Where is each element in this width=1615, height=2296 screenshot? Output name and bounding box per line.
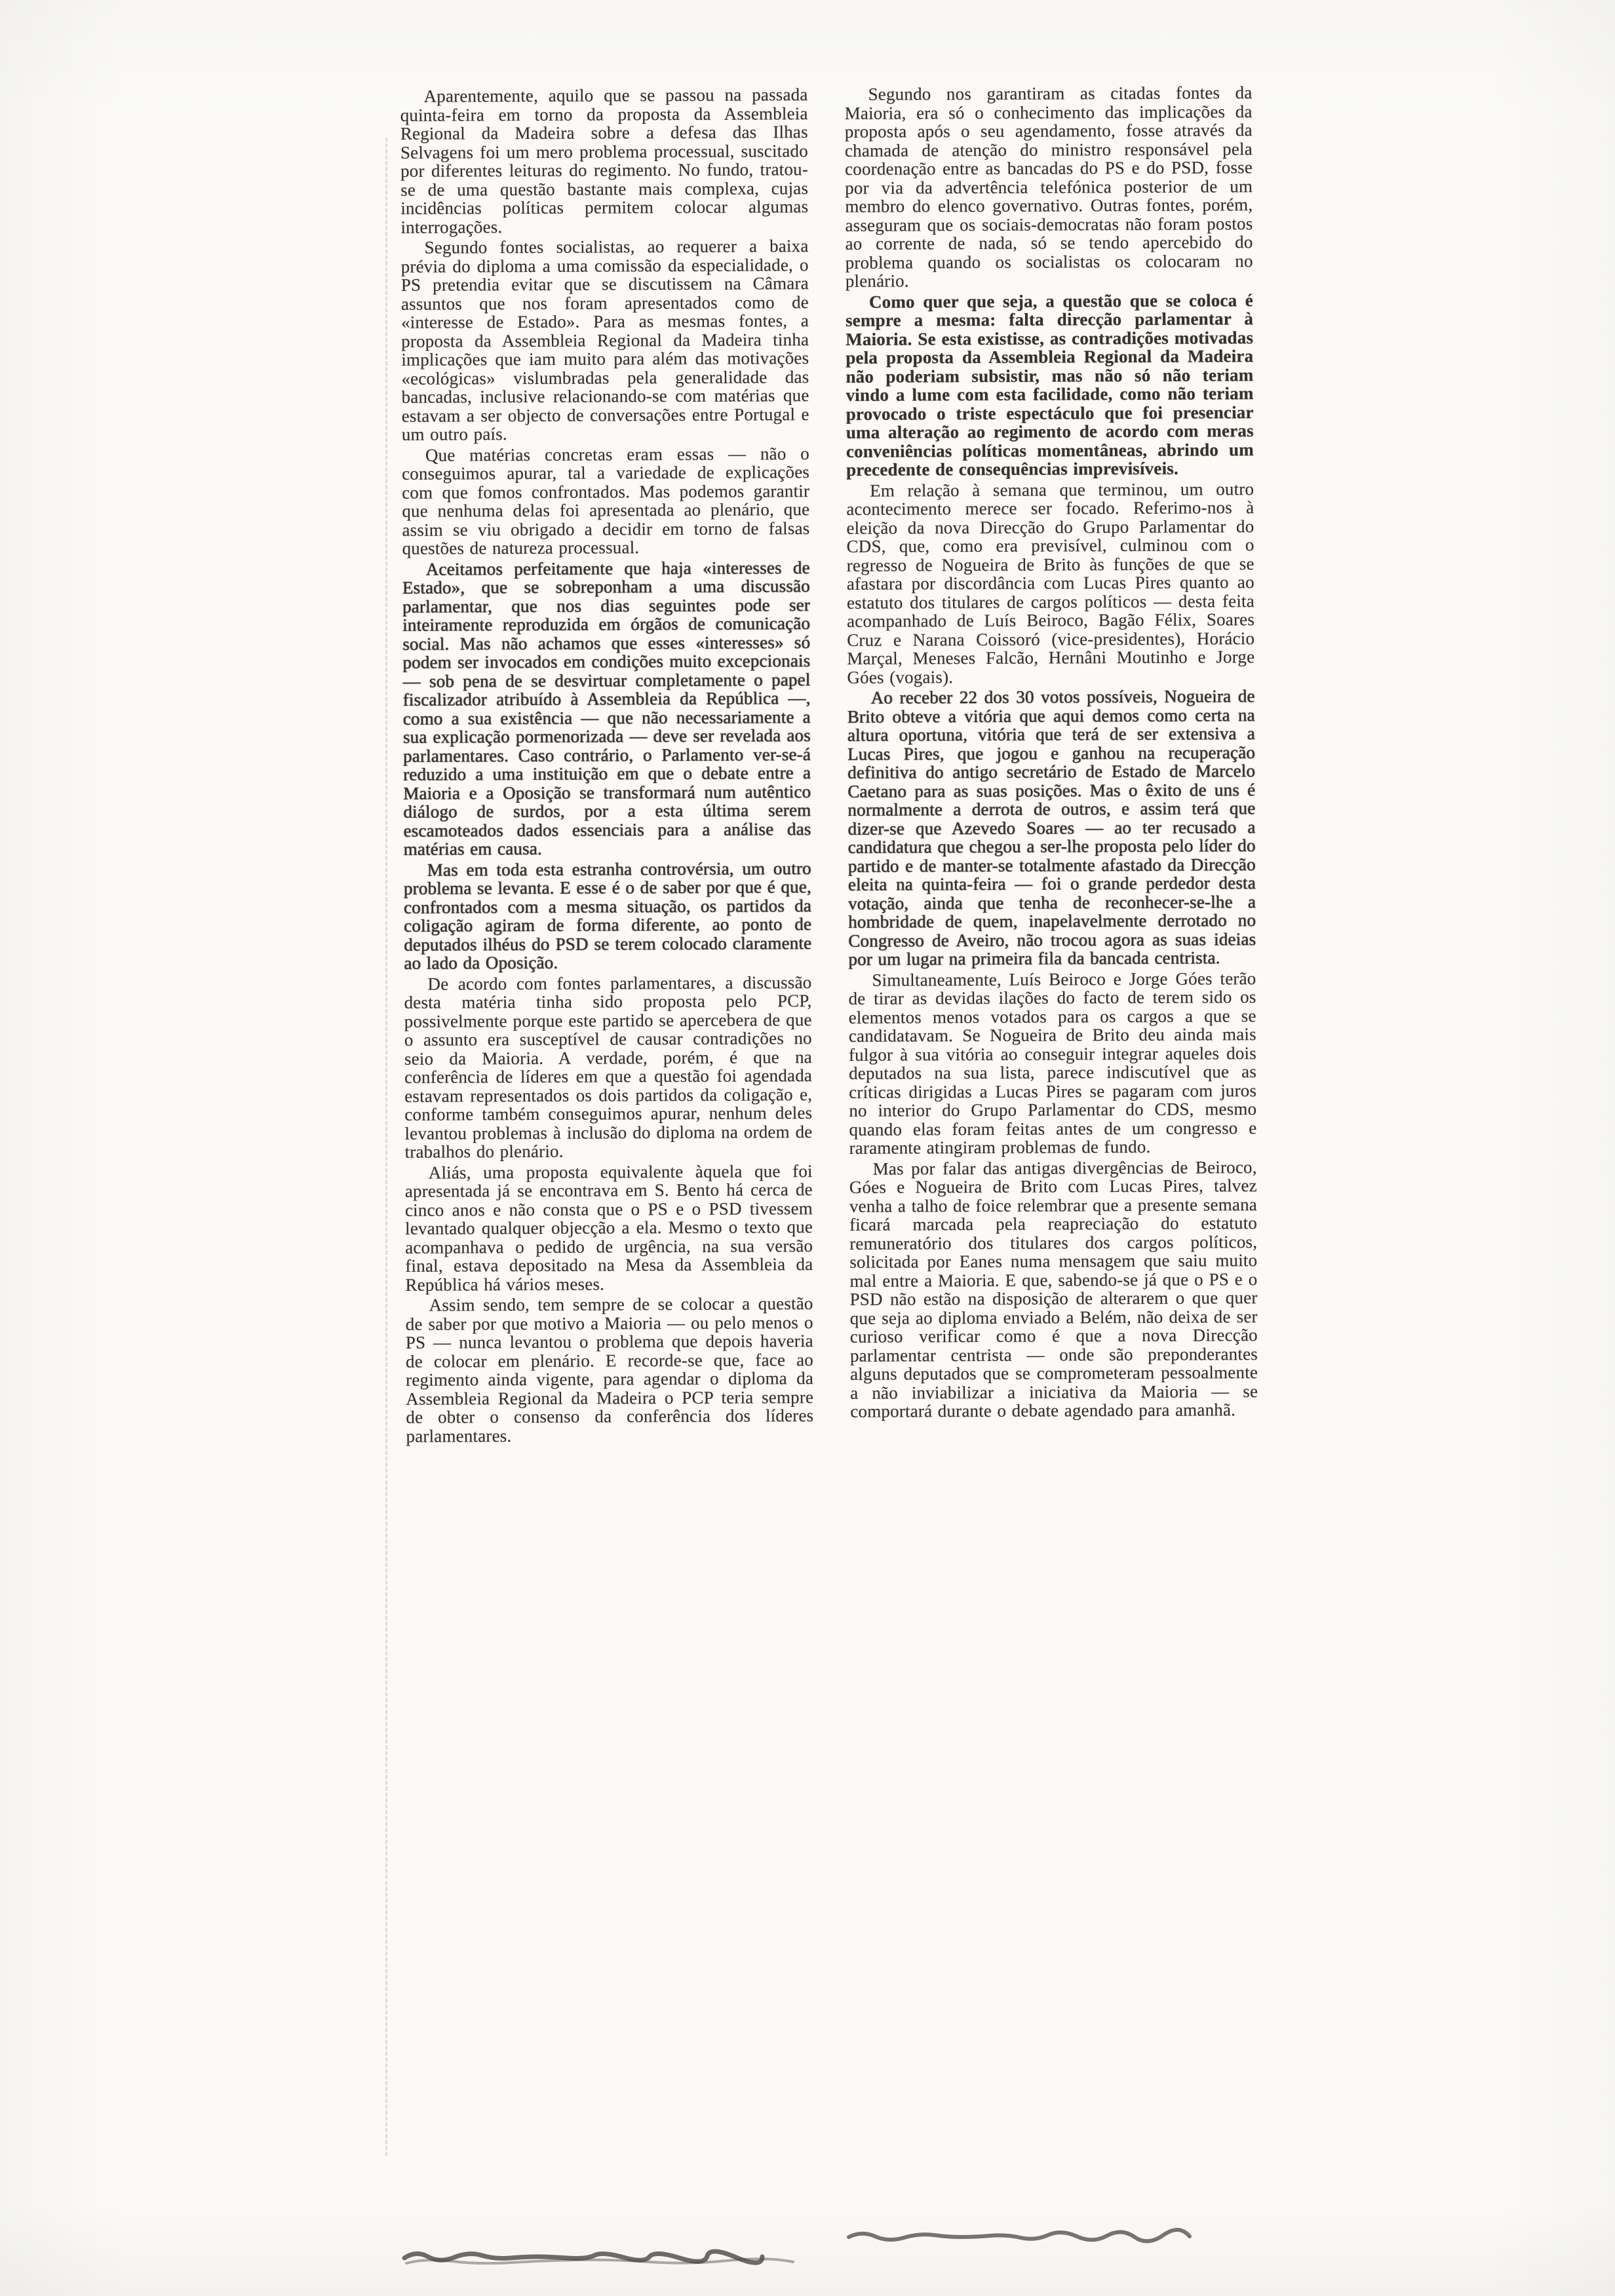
article-paragraph: Segundo nos garantiram as citadas fontes da Maioria, era só o conhecimento das implicações da proposta após o seu agendamento, fosse através da chamada de atenção do ministro responsável pela coordenação entre as bancadas do PS e do PSD, fosse por via da advertência telefónica posterior de um membro do elenco governativo. Outras fontes, porém, asseguram que os sociais-democratas não foram postos ao corrente de nada, só se tendo apercebido do problema quando os socialistas os colocaram no plenário. [844, 83, 1253, 291]
article-paragraph: Assim sendo, tem sempre de se colocar a questão de saber por que motivo a Maioria — ou pelo menos o PS — nunca levantou o problema que depois haveria de colocar em plenário. E recorde-se que, face ao regimento ainda vigente, para agendar o diploma da Assembleia Regional da Madeira o PCP teria sempre de obter o consenso da conferência dos líderes parlamentares. [405, 1293, 814, 1446]
article-body [400, 83, 1258, 1447]
article-paragraph: Aceitamos perfeitamente que haja «interesses de Estado», que se sobreponham a uma discussão parlamentar, que nos dias seguintes pode ser inteiramente reproduzida em órgãos de comunicação social. Mas não achamos que esses «interesses» só podem ser invocados em condições muito excepcionais — sob pena de se desvirtuar completamente o papel fiscalizador atribuído à Assembleia da República —, como a sua existência — que não necessariamente a sua explicação pormenorizada — deve ser revelada aos parlamentares. Caso contrário, o Parlamento ver-se-á reduzido a uma instituição em que o debate entre a Maioria e a Oposição se transformará num autêntico diálogo de surdos, por a esta última serem escamoteados dados essenciais para a análise das matérias em causa. [402, 557, 811, 859]
article-paragraph: Como quer que seja, a questão que se coloca é sempre a mesma: falta direcção parlamentar à Maioria. Se esta existisse, as contradições motivadas pela proposta da Assembleia Regional da Madeira não poderiam subsistir, mas não só não teriam vindo a lume com esta facilidade, como não teriam provocado o triste espectáculo que foi presenciar uma alteração ao regimento de acordo com meras conveniências políticas momentâneas, abrindo um precedente de consequências imprevisíveis. [845, 290, 1254, 480]
article-paragraph: Simultaneamente, Luís Beiroco e Jorge Góes terão de tirar as devidas ilações do facto de terem sido os elementos menos votados para os cargos a que se candidatavam. Se Nogueira de Brito deu ainda mais fulgor à sua vitória ao conseguir integrar aqueles dois deputados na sua lista, parece indiscutível que as críticas dirigidas a Lucas Pires se pagaram com juros no interior do Grupo Parlamentar do CDS, mesmo quando elas foram feitas antes de um congresso e raramente atingiram problemas de fundo. [848, 968, 1257, 1158]
scan-margin-marks [385, 138, 387, 2156]
article-paragraph: De acordo com fontes parlamentares, a discussão desta matéria tinha sido proposta pelo PCP, possivelmente porque este partido se apercebera de que o assunto era susceptível de causar contradições no seio da Maioria. A verdade, porém, é que na conferência de líderes em que a questão foi agendada estavam representados os dois partidos da coligação e, conforme também conseguimos apurar, nenhum deles levantou problemas à inclusão do diploma na ordem de trabalhos do plenário. [404, 972, 813, 1162]
article-column-right [844, 83, 1258, 1445]
article-paragraph: Ao receber 22 dos 30 votos possíveis, Nogueira de Brito obteve a vitória que aqui demos como certa na altura oportuna, vitória que terá de ser extensiva a Lucas Pires, que jogou e ganhou na recuperação definitiva do antigo secretário de Estado de Marcelo Caetano para as suas posições. Mas o êxito de uns é normalmente a derrota de outros, e assim terá que dizer-se que Azevedo Soares — ao ter recusado a candidatura que chegou a ser-lhe proposta pelo líder do partido e de manter-se totalmente afastado da Direcção eleita na quinta-feira — foi o grande perdedor desta votação, ainda que tenha de reconhecer-se-lhe a hombridade de quem, inapelavelmente derrotado no Congresso de Aveiro, não trocou agora as suas ideias por um lugar na primeira fila da bancada centrista. [847, 686, 1256, 969]
article-paragraph: Segundo fontes socialistas, ao requerer a baixa prévia do diploma a uma comissão da especialidade, o PS pretendia evitar que se discutissem na Câmara assuntos que nos foram apresentados como de «interesse de Estado». Para as mesmas fontes, a proposta da Assembleia Regional da Madeira tinha implicações que iam muito para além das motivações «ecológicas» vislumbradas pela generalidade das bancadas, inclusive relacionando-se com matérias que estavam a ser objecto de conversações entre Portugal e um outro país. [400, 236, 809, 444]
article-paragraph: Mas em toda esta estranha controvérsia, um outro problema se levanta. E esse é o de saber por que é que, confrontados com a mesma situação, os partidos da coligação agiram de forma diferente, ao ponto de deputados ilhéus do PSD se terem colocado claramente ao lado da Oposição. [403, 858, 812, 973]
article-paragraph: Aliás, uma proposta equivalente àquela que foi apresentada já se encontrava em S. Bento há cerca de cinco anos e não consta que o PS e o PSD tivessem levantado qualquer objecção a ela. Mesmo o texto que acompanhava o pedido de urgência, na sua versão final, estava depositado na Mesa da Assembleia da República há vários meses. [404, 1160, 813, 1295]
article-paragraph: Que matérias concretas eram essas — não o conseguimos apurar, tal a variedade de explicações com que fomos confrontados. Mas podemos garantir que nenhuma delas foi apresentada ao plenário, que assim se viu obrigado a decidir em torno de falsas questões de natureza processual. [401, 443, 810, 558]
article-paragraph: Em relação à semana que terminou, um outro acontecimento merece ser focado. Referimo-nos à eleição da nova Direcção do Grupo Parlamentar do CDS, que, como era previsível, culminou com o regresso de Nogueira de Brito às funções de que se afastara por discordância com Lucas Pires quanto ao estatuto dos titulares de cargos políticos — desta feita acompanhado de Luís Beiroco, Bagão Félix, Soares Cruz e Narana Coissoró (vice-presidentes), Horácio Marçal, Meneses Falcão, Hernâni Moutinho e Jorge Góes (vogais). [846, 478, 1255, 687]
article-paragraph: Mas por falar das antigas divergências de Beiroco, Góes e Nogueira de Brito com Lucas Pires, talvez venha a talho de foice relembrar que a presente semana ficará marcada pela reapreciação do estatuto remuneratório dos titulares dos cargos políticos, solicitada por Eanes numa mensagem que saiu muito mal entre a Maioria. E que, sabendo-se já que o PS e o PSD não estão na disposição de alterarem o que quer que seja ao diploma enviado a Belém, não deixa de ser curioso verificar como é que a nova Direcção parlamentar centrista — onde são preponderantes alguns deputados que se comprometeram pessoalmente a não inviabilizar a iniciativa da Maioria — se comportará durante o debate agendado para amanhã. [849, 1157, 1258, 1421]
article-column-left [400, 85, 813, 1447]
article-paragraph: Aparentemente, aquilo que se passou na passada quinta-feira em torno da proposta da Assembleia Regional da Madeira sobre a defesa das Ilhas Selvagens foi um mero problema processual, suscitado por diferentes leituras do regimento. No fundo, tratou-se de uma questão bastante mais complexa, cujas incidências políticas permitem colocar algumas interrogações. [400, 85, 809, 237]
ink-smudge-icon [846, 2227, 1245, 2246]
ink-smudge-icon [401, 2246, 801, 2266]
